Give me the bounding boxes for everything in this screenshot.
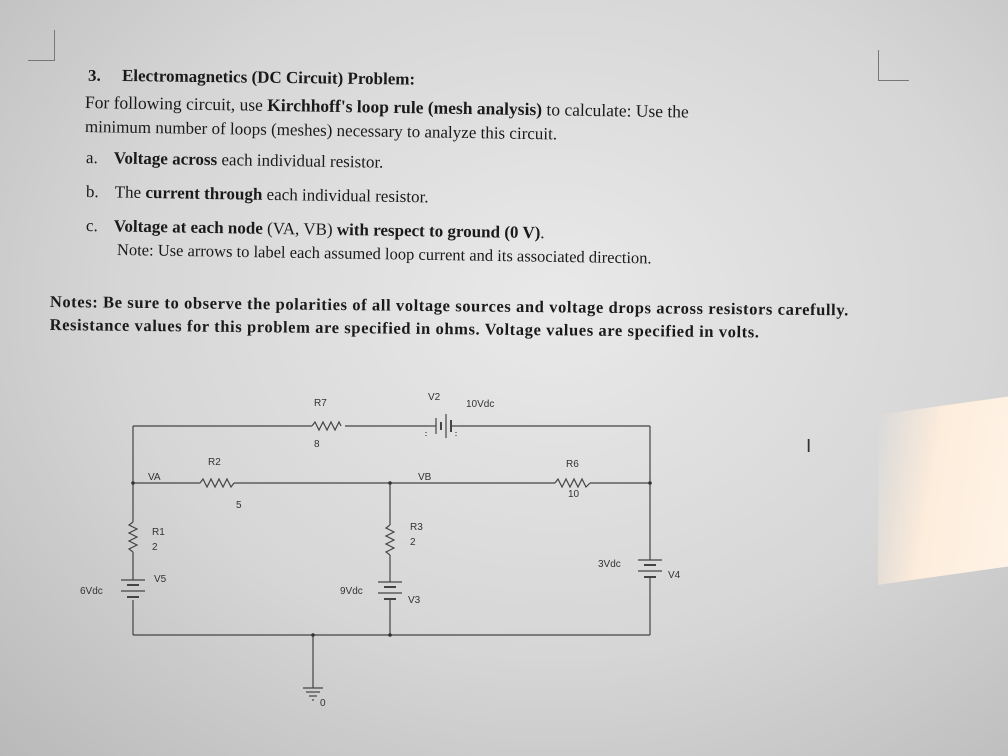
item-c-letter: c. xyxy=(85,216,98,236)
r7-name-label: R7 xyxy=(314,398,327,409)
v2-battery xyxy=(426,414,460,438)
r3-value-label: 2 xyxy=(410,537,416,548)
v2-value-label: 10Vdc xyxy=(466,399,495,410)
node-dot-ground xyxy=(311,633,315,637)
r1-resistor xyxy=(129,522,137,552)
item-a-bold: Voltage across xyxy=(113,148,218,170)
r7-value-label: 8 xyxy=(314,439,320,450)
item-b-bold: current through xyxy=(145,182,263,204)
r6-resistor xyxy=(555,479,590,487)
v4-name-label: V4 xyxy=(668,570,681,581)
ground-label: 0 xyxy=(320,698,326,709)
item-c-bold-2: with respect to ground (0 V) xyxy=(336,219,541,243)
r1-name-label: R1 xyxy=(152,527,165,538)
v5-battery xyxy=(121,580,145,597)
item-b-letter: b. xyxy=(85,182,99,202)
v5-name-label: V5 xyxy=(154,574,167,585)
r7-resistor xyxy=(312,422,341,430)
v4-value-label: 3Vdc xyxy=(598,559,621,570)
v3-battery xyxy=(378,582,402,599)
v2-name-label: V2 xyxy=(428,392,441,403)
r3-resistor xyxy=(386,525,394,555)
intro-text-a: For following circuit, use xyxy=(84,92,268,115)
v5-value-label: 6Vdc xyxy=(80,586,103,597)
r2-value-label: 5 xyxy=(236,500,242,511)
node-vb-label: VB xyxy=(418,472,432,483)
node-va-label: VA xyxy=(148,472,161,483)
item-a-letter: a. xyxy=(85,148,98,168)
r3-name-label: R3 xyxy=(410,522,423,533)
text-cursor-icon: I xyxy=(806,436,812,457)
r6-name-label: R6 xyxy=(566,459,579,470)
v4-battery xyxy=(638,560,662,577)
r1-value-label: 2 xyxy=(152,542,158,553)
item-b-rest: each individual resistor. xyxy=(262,184,429,207)
item-c-rest-a: (VA, VB) xyxy=(262,218,337,239)
v3-value-label: 9Vdc xyxy=(340,586,363,597)
item-b-plain: The xyxy=(114,182,146,202)
item-c-rest-b: . xyxy=(540,223,545,243)
r2-name-label: R2 xyxy=(208,457,221,468)
note-line: Note: Use arrows to label each assumed loop current and its associated direction. xyxy=(116,240,652,268)
node-dot-vb xyxy=(388,481,392,485)
item-c-bold: Voltage at each node xyxy=(113,216,263,238)
intro-line-2: minimum number of loops (meshes) necessary to analyze this circuit. xyxy=(84,117,558,144)
problem-title: Electromagnetics (DC Circuit) Problem: xyxy=(121,66,416,89)
node-dot-va xyxy=(131,481,135,485)
node-dot-bottom-mid xyxy=(388,633,392,637)
r6-value-label: 10 xyxy=(568,489,580,500)
v3-name-label: V3 xyxy=(408,595,421,606)
intro-text-b: to calculate: Use the xyxy=(541,99,689,122)
r2-resistor xyxy=(200,479,234,487)
node-dot-right xyxy=(648,481,652,485)
item-a-rest: each individual resistor. xyxy=(217,150,384,172)
intro-bold-kirchhoff: Kirchhoff's loop rule (mesh analysis) xyxy=(267,94,543,120)
problem-number: 3. xyxy=(88,66,101,85)
notes-paragraph: Notes: Be sure to observe the polarities of all voltage sources and voltage drops across resistors carefully. Resistance values for this problem are specified in ohms. Voltage values are specified in volts. xyxy=(49,291,850,342)
